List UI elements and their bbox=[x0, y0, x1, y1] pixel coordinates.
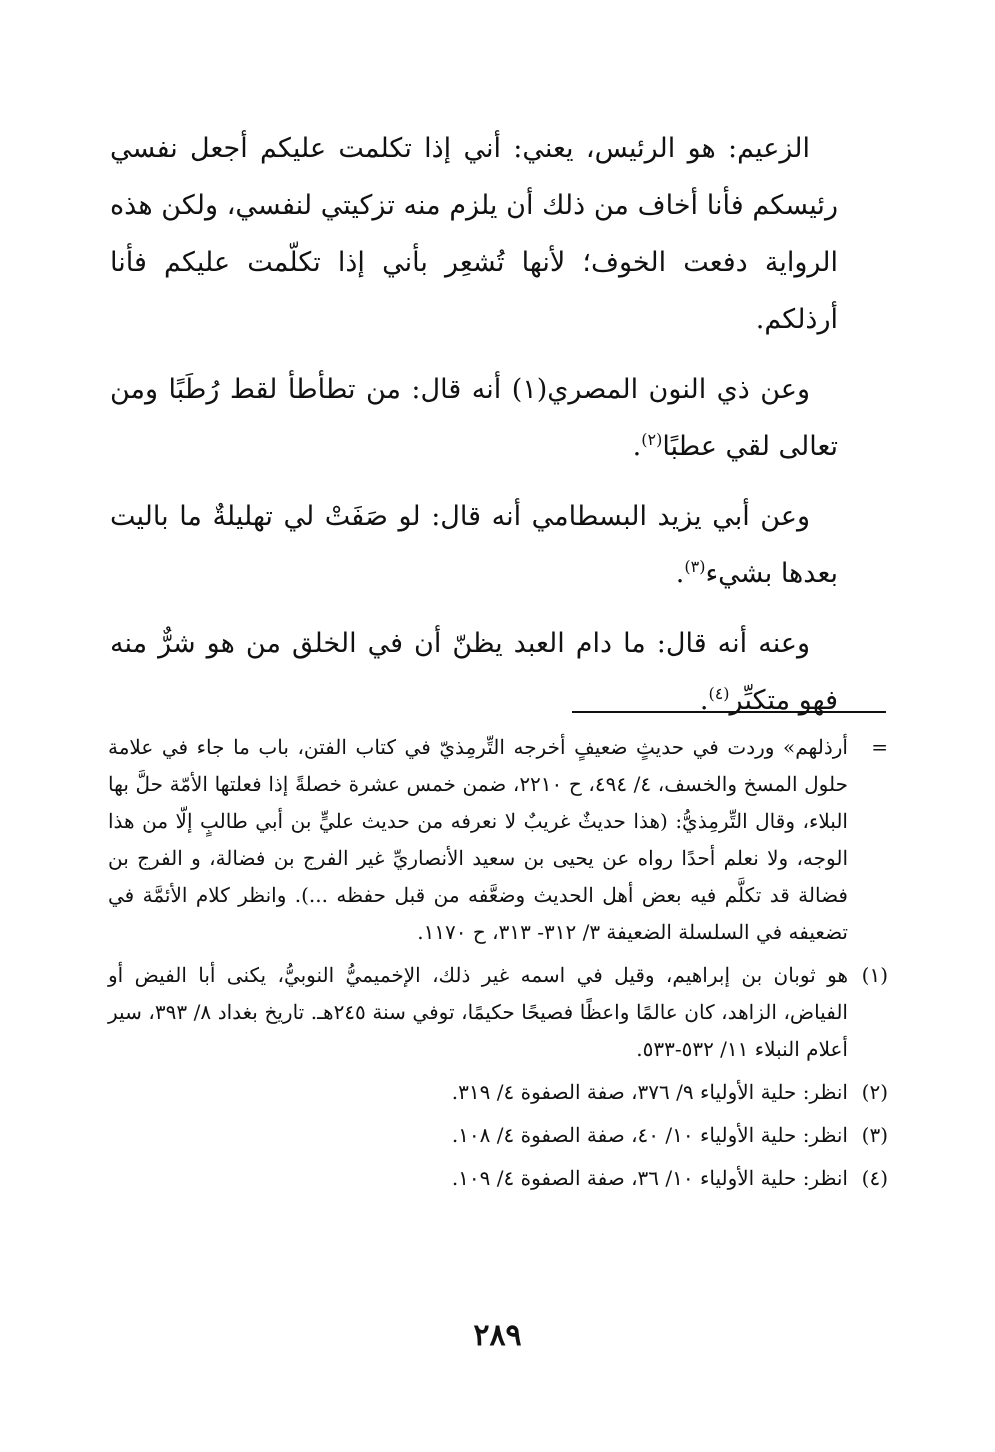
paragraph bbox=[110, 120, 838, 348]
footnote-text: هو ثوبان بن إبراهيم، وقيل في اسمه غير ذلك، الإخميميُّ النوبيُّ، يكنى أبا الفيض أو الفياض، الزاهد، كان عالمًا واعظًا فصيحًا حكيمًا، توفي سنة ٢٤٥هـ. تاريخ بغداد ٨/ ٣٩٣، سير أعلام النبلاء ١١/ ٥٣٢-٥٣٣. bbox=[108, 963, 848, 1061]
footnote-ref[interactable]: (٢) bbox=[641, 430, 663, 449]
footnote-item bbox=[108, 1074, 888, 1111]
footnote-item bbox=[108, 957, 888, 1068]
footnote-item bbox=[108, 1160, 888, 1197]
paragraph-text: وعن أبي يزيد البسطامي أنه قال: لو صَفَتْ لي تهليلةٌ ما باليت بعدها بشيء bbox=[110, 501, 838, 589]
paragraph-text: الزعيم: هو الرئيس، يعني: أني إذا تكلمت عليكم أجعل نفسي رئيسكم فأنا أخاف من ذلك أن يلزم منه تزكيتي لنفسي، ولكن هذه الرواية دفعت الخوف؛ لأنها تُشعِر بأني إذا تكلّمت عليكم فأنا أرذلكم. bbox=[110, 133, 838, 335]
footnotes bbox=[108, 729, 888, 1203]
footnote-text: انظر: حلية الأولياء ١٠/ ٣٦، صفة الصفوة ٤/ ١٠٩. bbox=[451, 1166, 848, 1190]
paragraph-text: وعن ذي النون المصري(١) أنه قال: من تطأطأ لقط رُطَبًا ومن تعالى لقي عطبًا bbox=[110, 374, 838, 462]
footnote-text: انظر: حلية الأولياء ٩/ ٣٧٦، صفة الصفوة ٤/ ٣١٩. bbox=[451, 1080, 848, 1104]
footnote-ref[interactable]: (٤) bbox=[708, 684, 730, 703]
footnote-item bbox=[108, 729, 888, 951]
paragraph: وعن ذي النون المصري(١) أنه قال: من تطأطأ لقط رُطَبًا ومن تعالى لقي عطبًا$^{(٢)}$. bbox=[110, 374, 838, 462]
page-number: ٢٨٩ bbox=[473, 1318, 522, 1353]
footnote-text: أرذلهم» وردت في حديثٍ ضعيفٍ أخرجه التِّرمِذيّ في كتاب الفتن، باب ما جاء في علامة حلول المسخ والخسف، ٤/ ٤٩٤، ح ٢٢١٠، ضمن خمس عشرة خصلةً إذا فعلتها الأمّة حلَّ بها البلاء، وقال التِّرمِذيُّ: (هذا حديثٌ غريبٌ لا نعرفه من حديث عليٍّ بن أبي طالبٍ إلّا من هذا الوجه، ولا نعلم أحدًا رواه عن يحيى بن سعيد الأنصاريِّ غير الفرج بن فضالة، و الفرج بن فضالة قد تكلَّم فيه بعض أهل الحديث وضعَّفه من قبل حفظه ...). وانظر كلام الأئمَّة في تضعيفه في السلسلة الضعيفة ٣/ ٣١٢- ٣١٣، ح ١١٧٠. bbox=[108, 735, 848, 944]
footnote-text: انظر: حلية الأولياء ١٠/ ٤٠، صفة الصفوة ٤/ ١٠٨. bbox=[451, 1123, 848, 1147]
footnote-mark: (١) bbox=[861, 963, 888, 987]
footnote-mark: (٢) bbox=[861, 1080, 888, 1104]
footnote-mark: (٤) bbox=[861, 1166, 888, 1190]
footnote-mark: = bbox=[871, 735, 888, 759]
footnote-mark: (٣) bbox=[861, 1123, 888, 1147]
paragraph-text: وعنه أنه قال: ما دام العبد يظنّ أن في الخلق من هو شرٌّ منه فهو متكبِّر bbox=[110, 628, 838, 716]
footnote-separator bbox=[572, 711, 886, 713]
footnote-item bbox=[108, 1117, 888, 1154]
main-text bbox=[110, 120, 838, 742]
paragraph: وعنه أنه قال: ما دام العبد يظنّ أن في الخلق من هو شرٌّ منه فهو متكبِّر$^{(٤)}$. bbox=[110, 628, 838, 716]
paragraph: وعن أبي يزيد البسطامي أنه قال: لو صَفَتْ لي تهليلةٌ ما باليت بعدها بشيء$^{(٣)}$. bbox=[110, 501, 838, 589]
footnote-ref[interactable]: (٣) bbox=[684, 557, 706, 576]
